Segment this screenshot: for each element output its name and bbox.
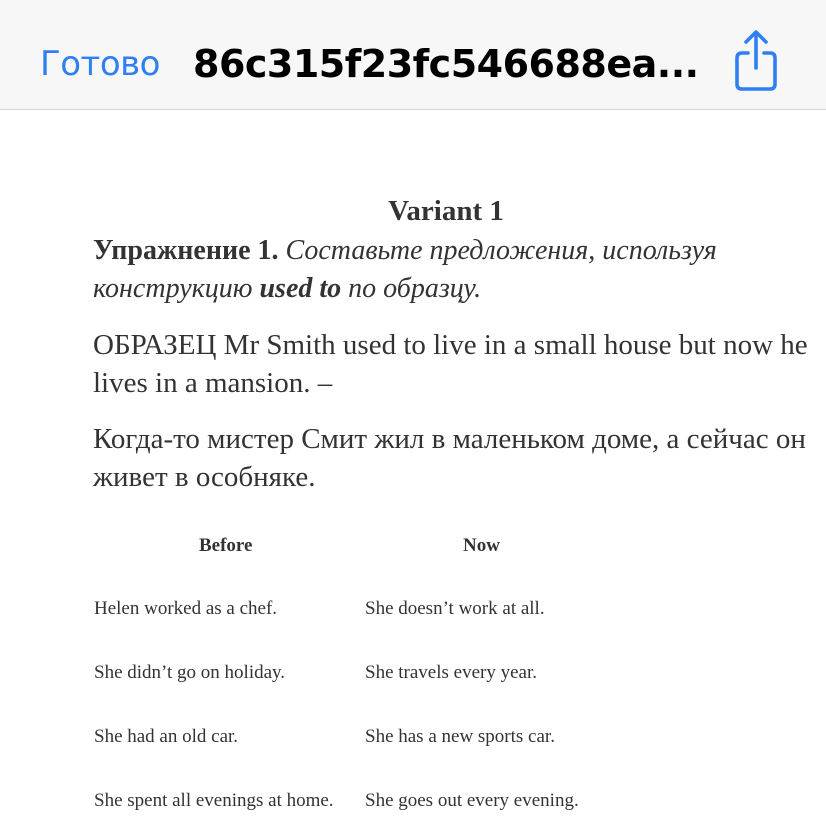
table-cell-before: She had an old car. — [94, 726, 239, 747]
exercise-task: Составьте предложения, используя конструкцию — [93, 235, 717, 304]
table-cell-before: She didn’t go on holiday. — [94, 662, 286, 683]
example-english: ОБРАЗЕЦ Mr Smith used to live in a small house but now he lives in a mansion. – — [93, 329, 808, 399]
share-button[interactable] — [726, 28, 786, 94]
exercise-instruction — [93, 232, 793, 308]
variant-title: Variant 1 — [388, 195, 504, 227]
column-header-now: Now — [463, 535, 500, 556]
table-cell-now: She has a new sports car. — [365, 726, 555, 747]
example-russian: Когда-то мистер Смит жил в маленьком доме, а сейчас он живет в особняке. — [93, 423, 806, 493]
table-cell-before: She spent all evenings at home. — [94, 790, 334, 811]
done-button[interactable]: Готово — [40, 44, 160, 84]
exercise-keyword: used to — [259, 273, 342, 304]
table-cell-now: She travels every year. — [365, 662, 537, 683]
document-title: 86c315f23fc546688ea... — [193, 42, 699, 86]
column-header-before: Before — [199, 535, 253, 556]
table-cell-before: Helen worked as a chef. — [94, 598, 278, 619]
exercise-task-end: по образцу. — [348, 273, 482, 304]
exercise-label: Упражнение 1. — [93, 235, 279, 266]
navigation-bar — [0, 0, 826, 110]
table-cell-now: She goes out every evening. — [365, 790, 579, 811]
share-icon — [726, 28, 786, 94]
table-cell-now: She doesn’t work at all. — [365, 598, 545, 619]
document-page — [0, 111, 826, 828]
